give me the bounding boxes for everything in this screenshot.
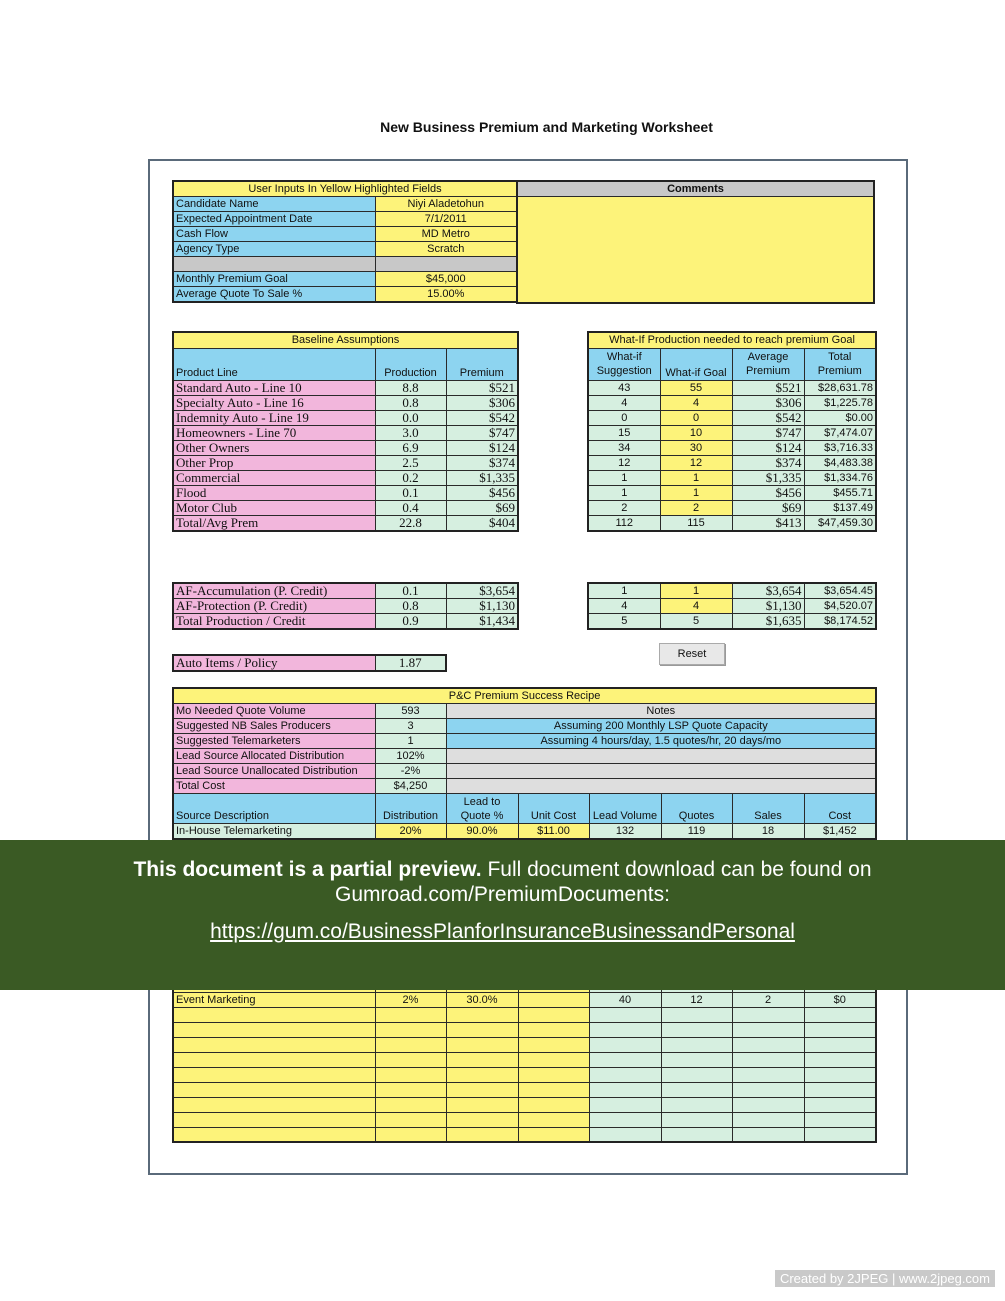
total-suggestion: 112 (588, 515, 660, 531)
goal-input[interactable]: 55 (660, 380, 732, 395)
notes-header: Notes (446, 704, 876, 719)
source-label[interactable] (173, 1067, 375, 1082)
user-inputs-table (172, 180, 518, 303)
sales-value (732, 1052, 804, 1067)
production-value: 2.5 (375, 455, 446, 470)
goal-input[interactable]: 2 (660, 500, 732, 515)
col-average-line2: Premium (745, 365, 790, 377)
comments-header: Comments (517, 181, 874, 197)
quotes-value (661, 1112, 732, 1127)
cash-flow-field[interactable]: MD Metro (375, 227, 517, 242)
total-premium: $455.71 (804, 485, 876, 500)
premium-value: $124 (446, 440, 518, 455)
source-label[interactable] (173, 1052, 375, 1067)
quotes-value (661, 1052, 732, 1067)
sales-value: 18 (732, 824, 804, 840)
total-label: Total/Avg Prem (173, 515, 375, 531)
input-label: Agency Type (173, 242, 375, 257)
avg-premium: $1,335 (732, 470, 804, 485)
cost-value (804, 1007, 876, 1022)
suggestion-value: 43 (588, 380, 660, 395)
suggestion-value: 12 (588, 455, 660, 470)
input-label: Cash Flow (173, 227, 375, 242)
whatif-header: What-If Production needed to reach premium Goal (588, 332, 876, 348)
product-label: Commercial (173, 470, 375, 485)
unit-cost-input[interactable] (518, 1067, 589, 1082)
col-goal: What-if Goal (660, 348, 732, 380)
premium-value: $1,335 (446, 470, 518, 485)
product-label: Other Owners (173, 440, 375, 455)
cost-value (804, 1082, 876, 1097)
af-suggestion: 4 (588, 599, 660, 614)
recipe-value: 1 (375, 734, 446, 749)
af-total: $4,520.07 (804, 599, 876, 614)
suggestion-value: 4 (588, 395, 660, 410)
production-value: 0.2 (375, 470, 446, 485)
goal-input[interactable]: 4 (660, 395, 732, 410)
lead-volume-value (589, 1037, 661, 1052)
user-inputs-header: User Inputs In Yellow Highlighted Fields (173, 181, 517, 197)
af-production: 0.8 (375, 599, 446, 614)
lead-quote-input[interactable] (446, 1112, 518, 1127)
col-unit-cost: Unit Cost (518, 794, 589, 824)
unit-cost-input[interactable] (518, 1112, 589, 1127)
total-premium: $4,483.38 (804, 455, 876, 470)
avg-premium: $69 (732, 500, 804, 515)
lead-quote-input[interactable] (446, 1082, 518, 1097)
source-label[interactable] (173, 1097, 375, 1112)
distribution-input[interactable] (375, 1007, 446, 1022)
auto-items-label: Auto Items / Policy (173, 655, 375, 671)
goal-input[interactable]: 1 (660, 470, 732, 485)
product-label: Homeowners - Line 70 (173, 425, 375, 440)
reset-button[interactable]: Reset (659, 643, 725, 665)
lead-volume-value (589, 1022, 661, 1037)
goal-input[interactable]: 10 (660, 425, 732, 440)
af-goal-total: 5 (660, 614, 732, 630)
distribution-input[interactable]: 20% (375, 824, 446, 840)
recipe-note (446, 749, 876, 764)
avg-premium: $542 (732, 410, 804, 425)
source-label[interactable] (173, 1127, 375, 1142)
col-product-line: Product Line (173, 348, 375, 380)
total-premium: $0.00 (804, 410, 876, 425)
lead-volume-value (589, 1082, 661, 1097)
lead-volume-value (589, 1067, 661, 1082)
total-premium: $137.49 (804, 500, 876, 515)
col-suggestion (588, 348, 660, 380)
lead-quote-input[interactable] (446, 1127, 518, 1142)
quote-to-sale-field[interactable]: 15.00% (375, 287, 517, 303)
col-lead-quote-line1: Lead to (463, 795, 501, 808)
lead-quote-input[interactable]: 30.0% (446, 992, 518, 1007)
total-premium: $28,631.78 (804, 380, 876, 395)
source-label[interactable] (173, 1022, 375, 1037)
total-production: 22.8 (375, 515, 446, 531)
production-value: 0.8 (375, 395, 446, 410)
af-label: AF-Accumulation (P. Credit) (173, 583, 375, 599)
input-label: Average Quote To Sale % (173, 287, 375, 303)
quotes-value (661, 1067, 732, 1082)
auto-items-table (172, 654, 447, 672)
af-avg: $1,635 (732, 614, 804, 630)
lead-quote-input[interactable] (446, 1067, 518, 1082)
product-label: Flood (173, 485, 375, 500)
af-suggestion: 1 (588, 583, 660, 599)
cost-value (804, 1127, 876, 1142)
agency-type-field[interactable]: Scratch (375, 242, 517, 257)
col-total (804, 348, 876, 380)
recipe-note: Assuming 200 Monthly LSP Quote Capacity (446, 719, 876, 734)
af-premium: $3,654 (446, 583, 518, 599)
total-premium: $3,716.33 (804, 440, 876, 455)
candidate-name-field[interactable]: Niyi Aladetohun (375, 197, 517, 212)
distribution-input[interactable] (375, 1097, 446, 1112)
suggestion-value: 1 (588, 485, 660, 500)
whatif-table (587, 331, 877, 532)
distribution-input[interactable]: 2% (375, 992, 446, 1007)
unit-cost-input[interactable] (518, 1127, 589, 1142)
quotes-value (661, 1127, 732, 1142)
source-label[interactable] (173, 1007, 375, 1022)
input-label: Expected Appointment Date (173, 212, 375, 227)
af-premium: $1,434 (446, 614, 518, 630)
unit-cost-input[interactable] (518, 1022, 589, 1037)
recipe-label: Total Cost (173, 779, 375, 794)
cost-value (804, 1052, 876, 1067)
cost-value: $0 (804, 992, 876, 1007)
recipe-header: P&C Premium Success Recipe (173, 688, 876, 704)
grand-total-premium: $47,459.30 (804, 515, 876, 531)
avg-premium: $124 (732, 440, 804, 455)
col-total-line1: Total (828, 351, 852, 363)
col-total-line2: Premium (817, 365, 862, 377)
input-label: Candidate Name (173, 197, 375, 212)
af-whatif-table (587, 582, 877, 630)
sales-value (732, 1007, 804, 1022)
distribution-input[interactable] (375, 1082, 446, 1097)
product-label: Specialty Auto - Line 16 (173, 395, 375, 410)
af-production: 0.9 (375, 614, 446, 630)
af-baseline-table (172, 582, 519, 630)
col-production: Production (375, 348, 446, 380)
production-value: 0.1 (375, 485, 446, 500)
recipe-label: Mo Needed Quote Volume (173, 704, 375, 719)
recipe-value: 593 (375, 704, 446, 719)
auto-items-value: 1.87 (375, 655, 446, 671)
col-average (732, 348, 804, 380)
production-value: 6.9 (375, 440, 446, 455)
comments-field[interactable] (517, 197, 874, 303)
col-sales: Sales (732, 794, 804, 824)
lead-volume-value (589, 1052, 661, 1067)
sales-value: 2 (732, 992, 804, 1007)
recipe-note (446, 764, 876, 779)
avg-premium: $747 (732, 425, 804, 440)
recipe-note: Assuming 4 hours/day, 1.5 quotes/hr, 20 days/mo (446, 734, 876, 749)
recipe-label: Lead Source Allocated Distribution (173, 749, 375, 764)
lead-quote-input[interactable]: 90.0% (446, 824, 518, 840)
lead-volume-value (589, 1127, 661, 1142)
unit-cost-input[interactable] (518, 1082, 589, 1097)
col-suggestion-line2: Suggestion (596, 365, 652, 377)
suggestion-value: 1 (588, 470, 660, 485)
premium-value: $521 (446, 380, 518, 395)
total-premium: $404 (446, 515, 518, 531)
avg-premium: $374 (732, 455, 804, 470)
lead-volume-value: 40 (589, 992, 661, 1007)
lead-quote-input[interactable] (446, 1037, 518, 1052)
quotes-value (661, 1097, 732, 1112)
lead-volume-value: 132 (589, 824, 661, 840)
source-table-lower (172, 976, 877, 1143)
lead-quote-input[interactable] (446, 1022, 518, 1037)
cost-value (804, 1022, 876, 1037)
recipe-label: Suggested NB Sales Producers (173, 719, 375, 734)
spacer-cell (173, 257, 375, 272)
distribution-input[interactable] (375, 1037, 446, 1052)
lead-volume-value (589, 1097, 661, 1112)
goal-input[interactable]: 1 (660, 485, 732, 500)
recipe-label: Suggested Telemarketers (173, 734, 375, 749)
avg-premium: $521 (732, 380, 804, 395)
sales-value (732, 1022, 804, 1037)
af-goal-input[interactable]: 4 (660, 599, 732, 614)
recipe-note (446, 779, 876, 794)
sales-value (732, 1097, 804, 1112)
sales-value (732, 1082, 804, 1097)
suggestion-value: 15 (588, 425, 660, 440)
recipe-value: 102% (375, 749, 446, 764)
total-avg-premium: $413 (732, 515, 804, 531)
distribution-input[interactable] (375, 1067, 446, 1082)
distribution-input[interactable] (375, 1127, 446, 1142)
unit-cost-input[interactable] (518, 992, 589, 1007)
source-label[interactable] (173, 1082, 375, 1097)
premium-value: $747 (446, 425, 518, 440)
cost-value (804, 1112, 876, 1127)
appointment-date-field[interactable]: 7/1/2011 (375, 212, 517, 227)
col-cost: Cost (804, 794, 876, 824)
comments-table (516, 180, 875, 304)
goal-input[interactable]: 30 (660, 440, 732, 455)
recipe-value: 3 (375, 719, 446, 734)
quotes-value (661, 1082, 732, 1097)
source-label: In-House Telemarketing (173, 824, 375, 840)
sales-value (732, 1127, 804, 1142)
premium-goal-field[interactable]: $45,000 (375, 272, 517, 287)
premium-value: $69 (446, 500, 518, 515)
col-lead-quote-line2: Quote % (460, 809, 504, 822)
af-suggestion: 5 (588, 614, 660, 630)
af-premium: $1,130 (446, 599, 518, 614)
source-label[interactable] (173, 1112, 375, 1127)
download-link[interactable]: https://gum.co/BusinessPlanforInsuranceBusinessandPersonal (210, 920, 795, 943)
product-label: Motor Club (173, 500, 375, 515)
total-premium: $1,225.78 (804, 395, 876, 410)
avg-premium: $456 (732, 485, 804, 500)
product-label: Other Prop (173, 455, 375, 470)
premium-value: $456 (446, 485, 518, 500)
watermark: Created by 2JPEG | www.2jpeg.com (775, 1270, 995, 1287)
unit-cost-input[interactable]: $11.00 (518, 824, 589, 840)
recipe-table (172, 687, 877, 840)
lead-quote-input[interactable] (446, 1052, 518, 1067)
banner-text: Full document download can be found on (481, 858, 872, 881)
lead-volume-value (589, 1007, 661, 1022)
col-distribution: Distribution (375, 794, 446, 824)
lead-volume-value (589, 1112, 661, 1127)
af-production: 0.1 (375, 583, 446, 599)
unit-cost-input[interactable] (518, 1097, 589, 1112)
af-label: AF-Protection (P. Credit) (173, 599, 375, 614)
product-label: Indemnity Auto - Line 19 (173, 410, 375, 425)
unit-cost-input[interactable] (518, 1052, 589, 1067)
col-quotes: Quotes (661, 794, 732, 824)
goal-input[interactable]: 12 (660, 455, 732, 470)
distribution-input[interactable] (375, 1052, 446, 1067)
production-value: 3.0 (375, 425, 446, 440)
goal-input[interactable]: 0 (660, 410, 732, 425)
unit-cost-input[interactable] (518, 1007, 589, 1022)
af-goal-input[interactable]: 1 (660, 583, 732, 599)
col-average-line1: Average (747, 351, 789, 363)
suggestion-value: 2 (588, 500, 660, 515)
quotes-value: 119 (661, 824, 732, 840)
sales-value (732, 1112, 804, 1127)
recipe-value: $4,250 (375, 779, 446, 794)
af-total: $3,654.45 (804, 583, 876, 599)
premium-value: $306 (446, 395, 518, 410)
af-avg: $1,130 (732, 599, 804, 614)
col-suggestion-line1: What-if (606, 351, 642, 363)
cost-value (804, 1097, 876, 1112)
af-label: Total Production / Credit (173, 614, 375, 630)
sales-value (732, 1037, 804, 1052)
col-lead-volume: Lead Volume (589, 794, 661, 824)
total-premium: $7,474.07 (804, 425, 876, 440)
input-label: Monthly Premium Goal (173, 272, 375, 287)
recipe-value: -2% (375, 764, 446, 779)
production-value: 0.0 (375, 410, 446, 425)
source-label[interactable]: Event Marketing (173, 992, 375, 1007)
banner-bold-text: This document is a partial preview. (133, 858, 482, 881)
quotes-value (661, 1037, 732, 1052)
preview-banner (0, 840, 1005, 990)
cost-value (804, 1037, 876, 1052)
banner-line-1 (0, 857, 1005, 882)
af-avg: $3,654 (732, 583, 804, 599)
source-label[interactable] (173, 1037, 375, 1052)
cost-value: $1,452 (804, 824, 876, 840)
page-title: New Business Premium and Marketing Worksheet (380, 119, 713, 135)
baseline-header: Baseline Assumptions (173, 332, 518, 348)
quotes-value (661, 1022, 732, 1037)
recipe-label: Lead Source Unallocated Distribution (173, 764, 375, 779)
unit-cost-input[interactable] (518, 1037, 589, 1052)
quotes-value (661, 1007, 732, 1022)
suggestion-value: 34 (588, 440, 660, 455)
lead-quote-input[interactable] (446, 1097, 518, 1112)
total-premium: $1,334.76 (804, 470, 876, 485)
sales-value (732, 1067, 804, 1082)
col-source: Source Description (173, 794, 375, 824)
lead-quote-input[interactable] (446, 1007, 518, 1022)
baseline-table (172, 331, 519, 532)
avg-premium: $306 (732, 395, 804, 410)
distribution-input[interactable] (375, 1022, 446, 1037)
product-label: Standard Auto - Line 10 (173, 380, 375, 395)
col-premium: Premium (446, 348, 518, 380)
spacer-cell (375, 257, 517, 272)
distribution-input[interactable] (375, 1112, 446, 1127)
premium-value: $542 (446, 410, 518, 425)
premium-value: $374 (446, 455, 518, 470)
total-goal: 115 (660, 515, 732, 531)
af-total: $8,174.52 (804, 614, 876, 630)
production-value: 0.4 (375, 500, 446, 515)
quotes-value: 12 (661, 992, 732, 1007)
suggestion-value: 0 (588, 410, 660, 425)
banner-line-2: Gumroad.com/PremiumDocuments: (335, 883, 670, 906)
col-lead-quote (446, 794, 518, 824)
production-value: 8.8 (375, 380, 446, 395)
cost-value (804, 1067, 876, 1082)
